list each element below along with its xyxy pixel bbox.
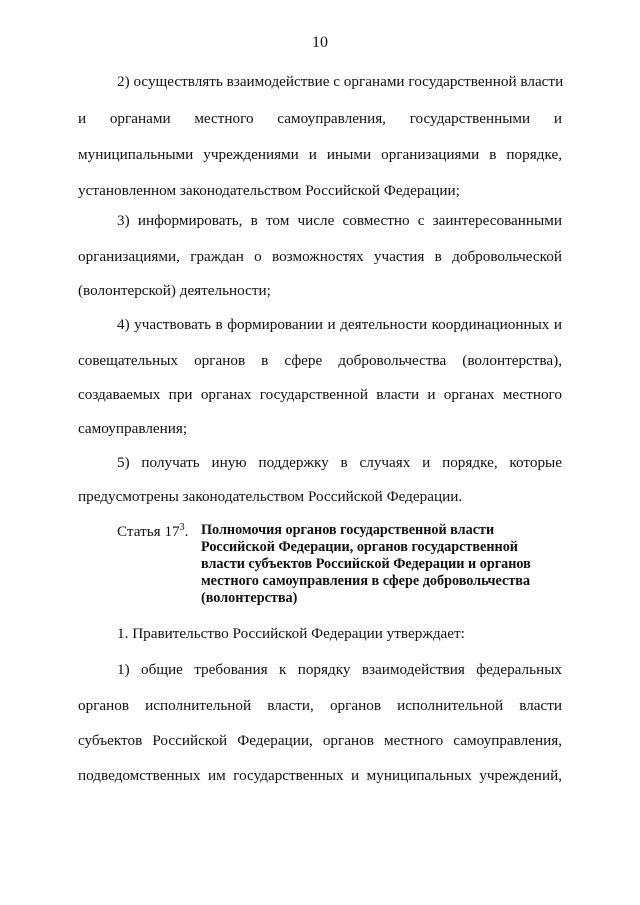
paragraph-line: организациями, граждан о возможностях участия в добровольческой — [78, 248, 562, 265]
article-title-line: Полномочия органов государственной власти — [201, 522, 495, 538]
article-title-line: Российской Федерации, органов государственной — [201, 539, 518, 555]
paragraph-line: 4) участвовать в формировании и деятельности координационных и — [117, 316, 562, 333]
article-label: Статья $17^3$. — [117, 522, 189, 541]
paragraph-line: муниципальными учреждениями и иными организациями в порядке, — [78, 146, 562, 163]
paragraph-line: предусмотрены законодательством Российской Федерации. — [78, 488, 463, 505]
paragraph-line: самоуправления; — [78, 420, 188, 437]
article-title-line: власти субъектов Российской Федерации и органов — [201, 556, 531, 572]
page-number: 10 — [312, 34, 328, 51]
paragraph-line: 2) осуществлять взаимодействие с органами государственной власти — [117, 73, 564, 90]
subclause-line: подведомственных им государственных и муниципальных учреждений, — [78, 767, 562, 784]
subclause-line: органов исполнительной власти, органов исполнительной власти — [78, 697, 562, 714]
subclause-line: 1) общие требования к порядку взаимодействия федеральных — [117, 661, 562, 678]
paragraph-line: установленном законодательством Российской Федерации; — [78, 182, 460, 199]
paragraph-line: (волонтерской) деятельности; — [78, 282, 271, 299]
article-title-line: местного самоуправления в сфере добровольчества — [201, 573, 531, 589]
article-title — [201, 522, 561, 607]
article-title-line: (волонтерства) — [201, 590, 298, 606]
paragraph-line: совещательных органов в сфере добровольчества (волонтерства), — [78, 352, 562, 369]
subclause-line: субъектов Российской Федерации, органов местного самоуправления, — [78, 732, 562, 749]
paragraph-line: 5) получать иную поддержку в случаях и порядке, которые — [117, 454, 562, 471]
paragraph-line: создаваемых при органах государственной власти и органах местного — [78, 386, 562, 403]
paragraph-line: и органами местного самоуправления, государственными и — [78, 110, 562, 127]
article-superscript: 3 — [179, 522, 185, 533]
paragraph-line: 3) информировать, в том числе совместно с заинтересованными — [117, 212, 562, 229]
clause-line: 1. Правительство Российской Федерации утверждает: — [117, 625, 465, 642]
